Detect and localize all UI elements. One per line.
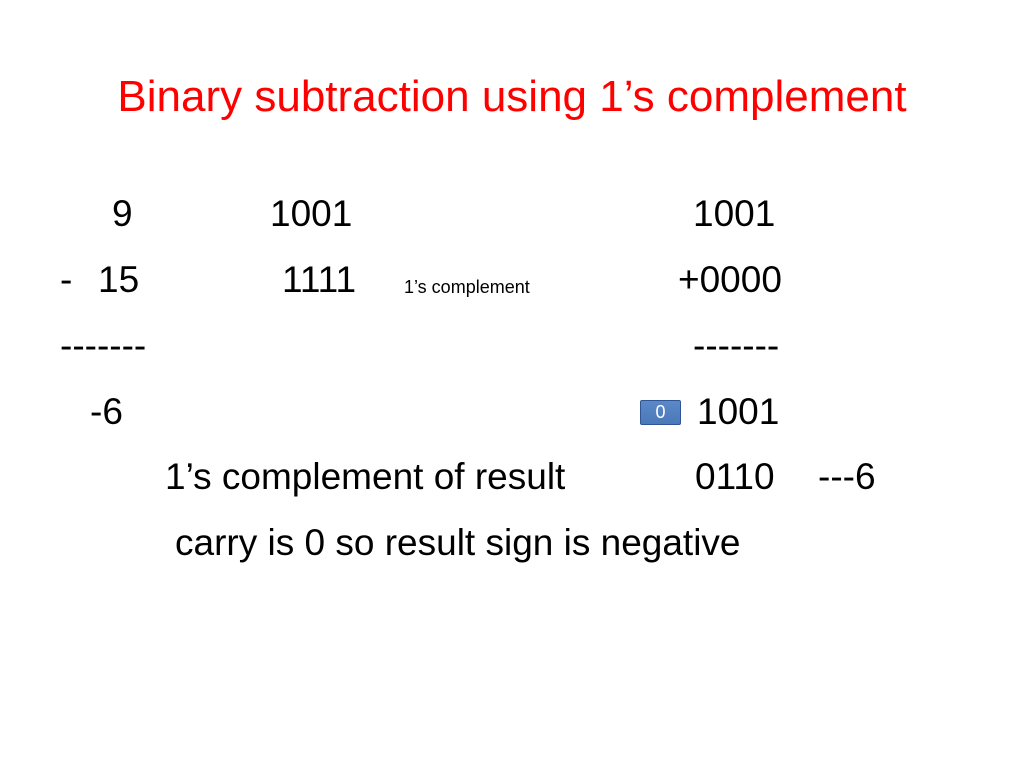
conclusion-text: carry is 0 so result sign is negative: [175, 522, 741, 563]
addition-separator: -------: [693, 325, 780, 366]
decimal-result: -6: [90, 391, 123, 432]
addition-sum: 1001: [697, 391, 780, 432]
ones-complement-note: 1’s complement: [404, 277, 530, 297]
decimal-minuend: 9: [112, 193, 133, 234]
addition-operand-2: +0000: [678, 259, 782, 300]
decimal-separator: -------: [60, 325, 147, 366]
carry-badge: 0: [640, 400, 681, 425]
result-value: 0110: [695, 456, 775, 497]
binary-subtrahend: 1111: [282, 259, 357, 300]
result-decimal: ---6: [818, 456, 876, 497]
minus-sign: -: [60, 259, 73, 300]
addition-operand-1: 1001: [693, 193, 776, 234]
binary-minuend: 1001: [270, 193, 353, 234]
result-label: 1’s complement of result: [165, 456, 566, 497]
slide-title: Binary subtraction using 1’s complement: [117, 72, 907, 121]
decimal-subtrahend: 15: [98, 259, 140, 300]
